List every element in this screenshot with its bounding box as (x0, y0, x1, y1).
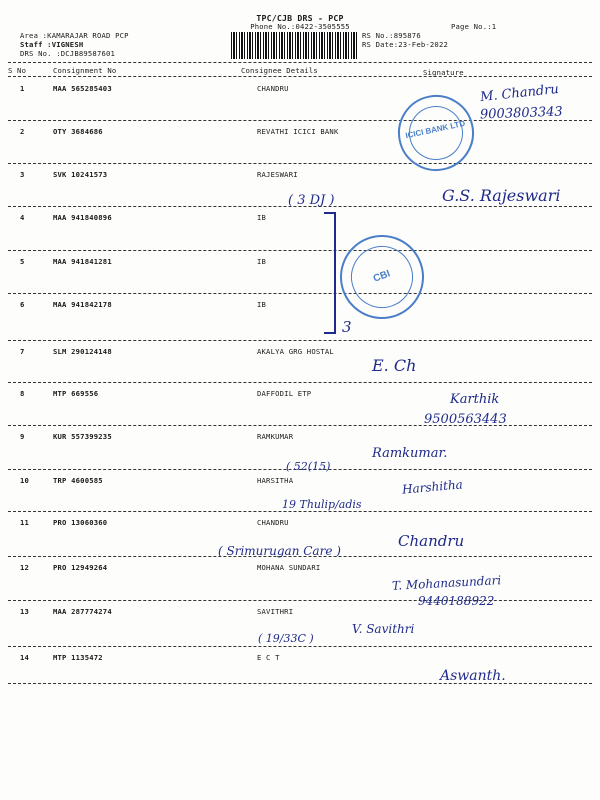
row-consignment-number: SVK 10241573 (53, 170, 108, 179)
row-serial-number: 7 (20, 347, 25, 356)
row-divider (8, 600, 592, 601)
row-consignment-number: MAA 287774274 (53, 607, 112, 616)
bracket-cap-bottom (324, 332, 336, 334)
row-consignment-number: TRP 4600585 (53, 476, 103, 485)
row-consignee-name: IB (257, 213, 267, 222)
header-rule-bottom (8, 76, 592, 77)
handwritten-note-12: ( Srimurugan Care ) (218, 544, 341, 558)
handwritten-note-11: 19 Thulip/adis (282, 498, 362, 511)
signature-7: E. Ch (372, 356, 417, 375)
handwritten-bracket-note: ( 3 DJ ) (288, 193, 335, 208)
page-number: Page No.:1 (451, 22, 497, 31)
handwritten-note-13: ( 19/33C ) (258, 632, 314, 645)
signature-11: Chandru (398, 532, 465, 550)
signature-1-phone: 9003803343 (479, 104, 563, 123)
cbi-seal-stamp (328, 223, 436, 331)
row-consignment-number: MAA 941841281 (53, 257, 112, 266)
row-serial-number: 14 (20, 653, 30, 662)
barcode (231, 32, 357, 59)
row-consignment-number: MAA 941842178 (53, 300, 112, 309)
col-header-consignment: Consignment No (53, 66, 117, 75)
row-consignee-name: IB (257, 257, 267, 266)
row-serial-number: 4 (20, 213, 25, 222)
phone-number: Phone No.:0422-3505555 (250, 22, 350, 31)
signature-1-name: M. Chandru (479, 81, 560, 106)
row-consignee-name: RAMKUMAR (257, 432, 294, 441)
row-divider (8, 293, 592, 294)
row-consignment-number: MTP 1135472 (53, 653, 103, 662)
row-consignment-number: SLM 290124148 (53, 347, 112, 356)
rs-date: RS Date:23-Feb-2022 (362, 40, 449, 49)
row-serial-number: 10 (20, 476, 30, 485)
row-consignment-number: PRO 13060360 (53, 518, 108, 527)
row-consignee-name: REVATHI ICICI BANK (257, 127, 339, 136)
row-serial-number: 5 (20, 257, 25, 266)
row-consignment-number: PRO 12949264 (53, 563, 108, 572)
row-divider (8, 646, 592, 647)
row-divider (8, 163, 592, 164)
row-consignment-number: MAA 941840896 (53, 213, 112, 222)
row-serial-number: 13 (20, 607, 30, 616)
row-consignment-number: MAA 565285403 (53, 84, 112, 93)
bank-seal-stamp (391, 88, 481, 178)
row-consignee-name: DAFFODIL ETP (257, 389, 312, 398)
row-consignee-name: SAVITHRI (257, 607, 294, 616)
col-header-sno: S No (8, 66, 27, 75)
signature-10: Harshitha (401, 477, 464, 497)
signature-8-phone: 9500563443 (424, 412, 507, 427)
row-consignee-name: CHANDRU (257, 518, 289, 527)
row-consignee-name: RAJESWARI (257, 170, 298, 179)
row-consignee-name: MOHANA SUNDARI (257, 563, 321, 572)
handwritten-note-10: ( 52(15) (286, 460, 331, 473)
row-serial-number: 12 (20, 563, 30, 572)
row-serial-number: 3 (20, 170, 25, 179)
signature-8-name: Karthik (450, 392, 500, 407)
col-header-consignee: Consignee Details (241, 66, 318, 75)
row-divider (8, 511, 592, 512)
header-rule-top (8, 62, 592, 63)
row-consignment-number: KUR 557399235 (53, 432, 112, 441)
row-serial-number: 11 (20, 518, 30, 527)
document-title: TPC/CJB DRS - PCP (256, 13, 344, 23)
signature-12-name: T. Mohanasundari (391, 573, 502, 593)
row-divider (8, 382, 592, 383)
staff-field: Staff :VIGNESH (20, 40, 84, 49)
area-field: Area :KAMARAJAR ROAD PCP (20, 31, 129, 40)
row-serial-number: 1 (20, 84, 25, 93)
signature-3: G.S. Rajeswari (442, 186, 561, 205)
row-divider (8, 340, 592, 341)
row-consignee-name: CHANDRU (257, 84, 289, 93)
row-consignment-number: OTY 3684686 (53, 127, 103, 136)
row-consignment-number: MTP 669556 (53, 389, 99, 398)
stamp-text: CBI (371, 268, 392, 285)
row-serial-number: 6 (20, 300, 25, 309)
signature-12-phone: 9440188922 (418, 594, 495, 608)
signature-9: Ramkumar. (372, 446, 448, 461)
handwritten-bracket-count: 3 (342, 318, 352, 336)
row-consignee-name: E C T (257, 653, 280, 662)
col-header-signature: Signature (423, 68, 464, 77)
row-consignee-name: HARSITHA (257, 476, 294, 485)
bracket-cap-top (324, 212, 336, 214)
stamp-text: ICICI BANK LTD (404, 118, 466, 141)
signature-13: V. Savithri (352, 622, 415, 636)
row-serial-number: 2 (20, 127, 25, 136)
drs-number: DRS No. :DCJB89587601 (20, 49, 116, 58)
row-consignee-name: IB (257, 300, 267, 309)
row-serial-number: 8 (20, 389, 25, 398)
signature-14: Aswanth. (440, 668, 506, 684)
rs-number: RS No.:895876 (362, 31, 421, 40)
row-divider (8, 250, 592, 251)
row-serial-number: 9 (20, 432, 25, 441)
bracket-line (334, 212, 336, 334)
row-consignee-name: AKALYA GRG HOSTAL (257, 347, 334, 356)
